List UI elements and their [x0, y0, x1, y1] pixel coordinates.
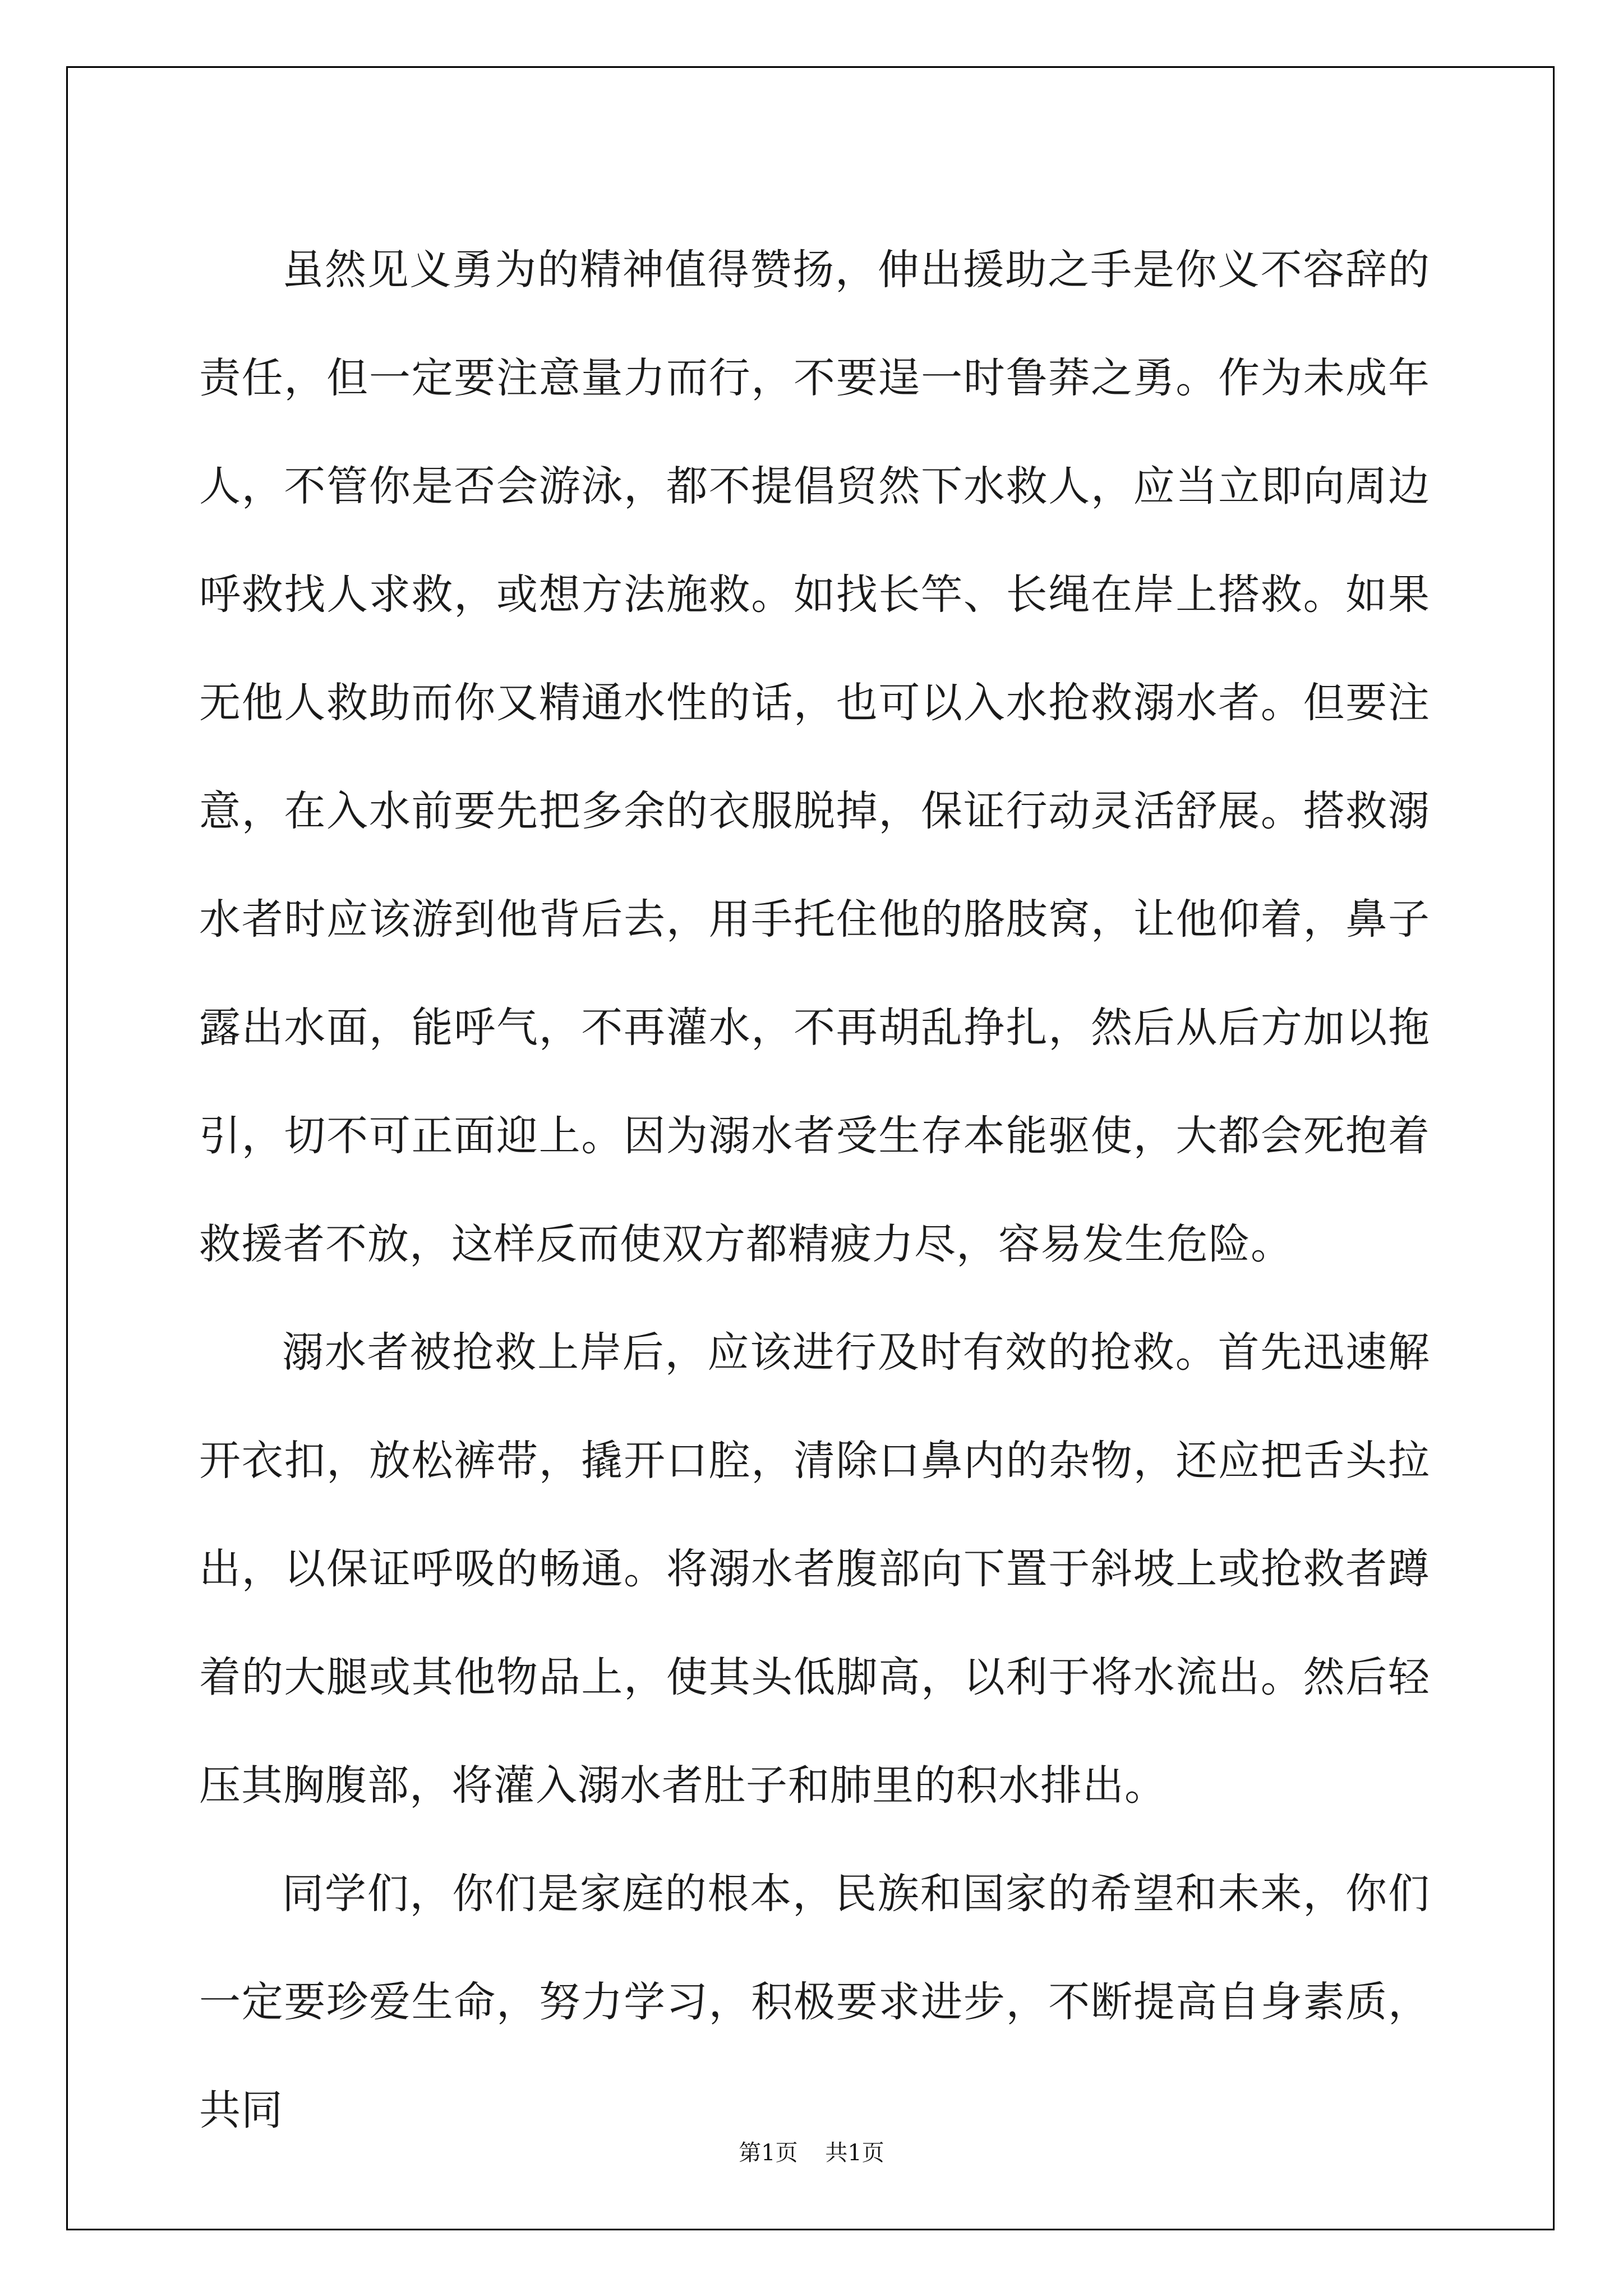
paragraph-2: 溺水者被抢救上岸后，应该进行及时有效的抢救。首先迅速解开衣扣，放松裤带，撬开口腔，清除口鼻内的杂物，还应把舌头拉出，以保证呼吸的畅通。将溺水者腹部向下置于斜坡上或抢救者蹲着的大腿或其他物品上，使其头低脚高，以利于将水流出。然后轻压其胸腹部，将灌入溺水者肚子和肺里的积水排出。	[199, 1328, 1430, 1810]
page-total: 共1页	[825, 2140, 884, 2166]
page-footer	[0, 2135, 1623, 2167]
paragraph-3: 同学们，你们是家庭的根本，民族和国家的希望和未来，你们一定要珍爱生命，努力学习，积极要求进步，不断提高自身素质，共同	[199, 1870, 1430, 2134]
document-body	[199, 216, 1430, 2165]
page-number: 第1页	[739, 2140, 798, 2166]
paragraph-1: 虽然见义勇为的精神值得赞扬，伸出援助之手是你义不容辞的责任，但一定要注意量力而行，不要逞一时鲁莽之勇。作为未成年人，不管你是否会游泳，都不提倡贸然下水救人，应当立即向周边呼救找人求救，或想方法施救。如找长竿、长绳在岸上搭救。如果无他人救助而你又精通水性的话，也可以入水抢救溺水者。但要注意，在入水前要先把多余的衣服脱掉，保证行动灵活舒展。搭救溺水者时应该游到他背后去，用手托住他的胳肢窝，让他仰着，鼻子露出水面，能呼气，不再灌水，不再胡乱挣扎，然后从后方加以拖引，切不可正面迎上。因为溺水者受生存本能驱使，大都会死抱着救援者不放，这样反而使双方都精疲力尽，容易发生危险。	[199, 246, 1430, 1268]
